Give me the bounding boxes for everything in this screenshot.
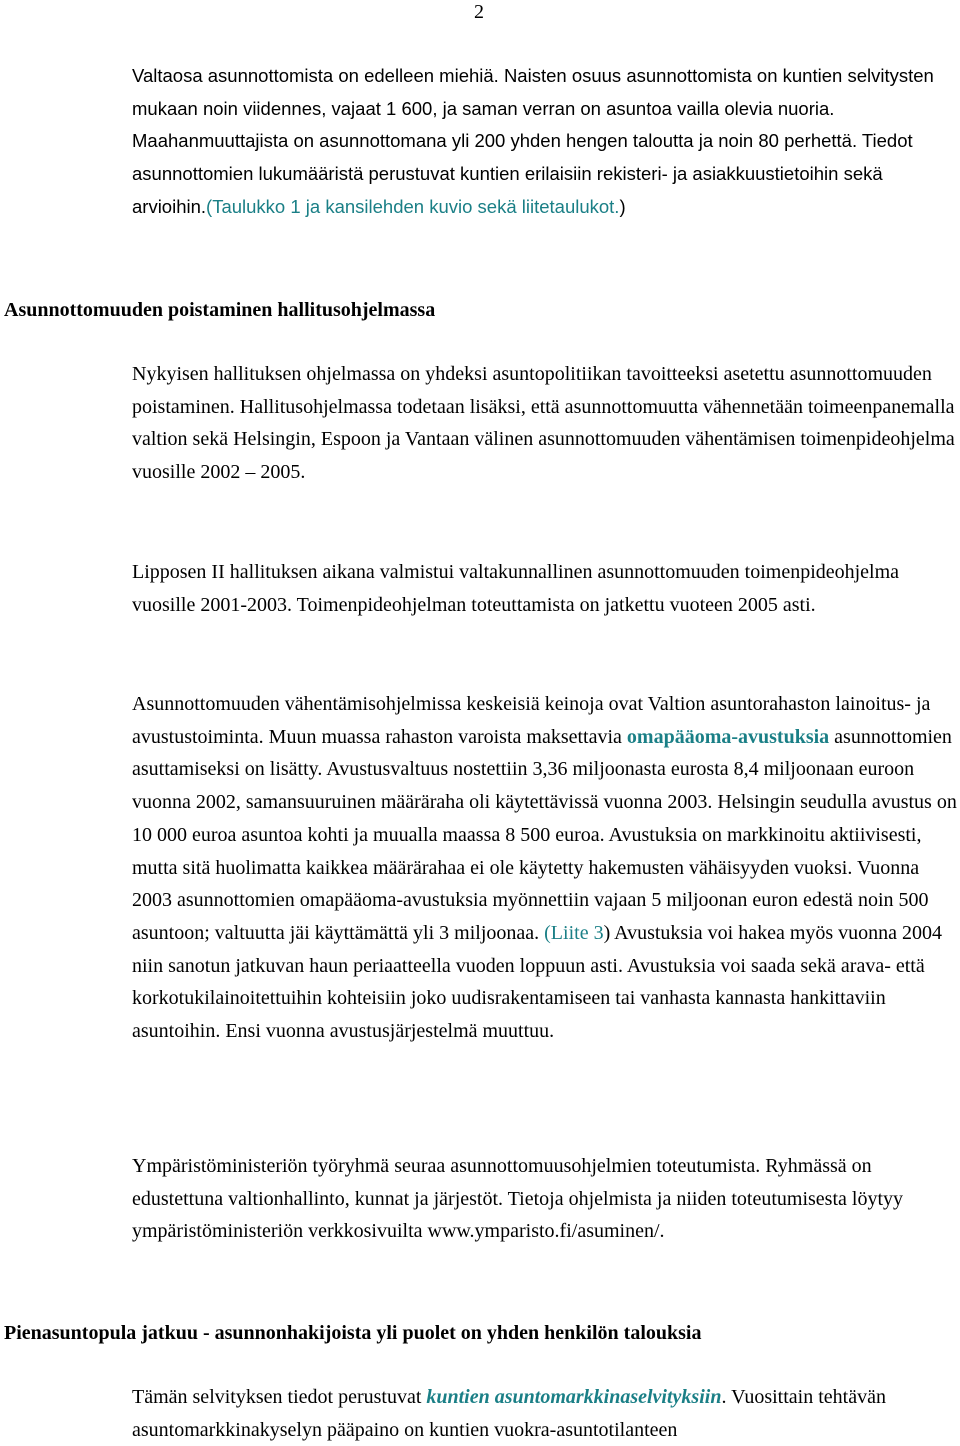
- paragraph-reduction-programmes: [132, 688, 960, 1048]
- equity-grants-link[interactable]: omapääoma-avustuksia: [626, 725, 830, 748]
- paragraph-text: Valtaosa asunnottomista on edelleen miehiä. Naisten osuus asunnottomista on kuntien selvitysten mukaan noin viidennes, vajaat 1 600, ja saman verran on asuntoa vailla olevia nuoria. Maahanmuuttajista on asunnottomana yli 200 yhden hengen taloutta ja noin 80 perhettä. Tiedot asunnottomien lukumääristä perustuvat kuntien erilaisiin rekisteri- ja asiakkuustietoihin sekä arvioihin.: [132, 65, 934, 217]
- paragraph-working-group: Ympäristöministeriön työryhmä seuraa asunnottomuusohjelmien toteutumista. Ryhmässä on edustettuna valtionhallinto, kunnat ja järjestöt. Tietoja ohjelmista ja niiden toteutumisesta löytyy ympäristöministeriön verkkosivuilta www.ymparisto.fi/asuminen/.: [132, 1155, 903, 1243]
- paragraph-housing-market-survey: [132, 1381, 960, 1446]
- appendix-3-link[interactable]: (Liite 3: [544, 921, 604, 944]
- paragraph-text: Tämän selvityksen tiedot perustuvat: [132, 1386, 427, 1408]
- paragraph-text: asunnottomien asuttamiseksi on lisätty. Avustusvaltuus nostettiin 3,36 miljoonasta eurosta 8,4 miljoonaan euroon vuonna 2002, samansuuruinen määräraha oli käytettävissä vuonna 2003. Helsingin seudulla avustus on 10 000 euroa asuntoa kohti ja muualla maassa 8 500 euroa. Avustuksia on markkinoitu aktiivisesti, mutta sitä huolimatta kaikkea määrärahaa ei ole käytetty hakemusten vähäisyyden vuoksi. Vuonna 2003 asunnottomien omapääoma-avustuksia myönnettiin vajaan 5 miljoonan euron edestä noin 500 asuntoon; valtuutta jäi käyttämättä yli 3 miljoonaa.: [132, 725, 957, 944]
- section-heading-government-programme: Asunnottomuuden poistaminen hallitusohjelmassa: [4, 299, 436, 321]
- table-reference-link[interactable]: (Taulukko 1 ja kansilehden kuvio sekä liitetaulukot.: [206, 195, 620, 217]
- paragraph-homeless-statistics: [132, 60, 960, 224]
- paragraph-text: Asunnottomuuden vähentämisohjelmissa keskeisiä keinoja ovat Valtion asuntorahaston lainoitus- ja avustustoiminta. Muun muassa rahaston varoista maksettavia: [132, 693, 931, 748]
- paragraph-lipponen-programme: Lipposen II hallituksen aikana valmistui valtakunnallinen asunnottomuuden toimenpideohjelma vuosille 2001-2003. Toimenpideohjelman toteuttamista on jatkettu vuoteen 2005 asti.: [132, 561, 900, 616]
- paragraph-text: . Vuosittain tehtävän asuntomarkkinakyselyn pääpaino on kuntien vuokra-asuntotilanteen: [132, 1386, 886, 1441]
- section-heading-small-apartment-shortage: Pienasuntopula jatkuu - asunnonhakijoista yli puolet on yhden henkilön talouksia: [4, 1322, 702, 1344]
- paragraph-text: ) Avustuksia voi hakea myös vuonna 2004 niin sanotun jatkuvan haun periaatteella vuoden loppuun asti. Avustuksia voi saada sekä arava- että korkotukilainoitettuihin kohteisiin joko uudisrakentamiseen tai vanhasta kannasta hankittaviin asuntoihin. Ensi vuonna avustusjärjestelmä muuttuu.: [132, 921, 943, 1043]
- paragraph-text-end: ): [619, 195, 626, 217]
- housing-market-surveys-link[interactable]: kuntien asuntomarkkinaselvityksiin: [426, 1386, 722, 1408]
- paragraph-government-programme: Nykyisen hallituksen ohjelmassa on yhdeksi asuntopolitiikan tavoitteeksi asetettu asunnottomuuden poistaminen. Hallitusohjelmassa todetaan lisäksi, että asunnottomuutta vähennetään toimeenpanemalla valtion sekä Helsingin, Espoon ja Vantaan välinen asunnottomuuden vähentämisen toimenpideohjelma vuosille 2002 – 2005.: [132, 363, 955, 484]
- page-number: 2: [474, 1, 484, 23]
